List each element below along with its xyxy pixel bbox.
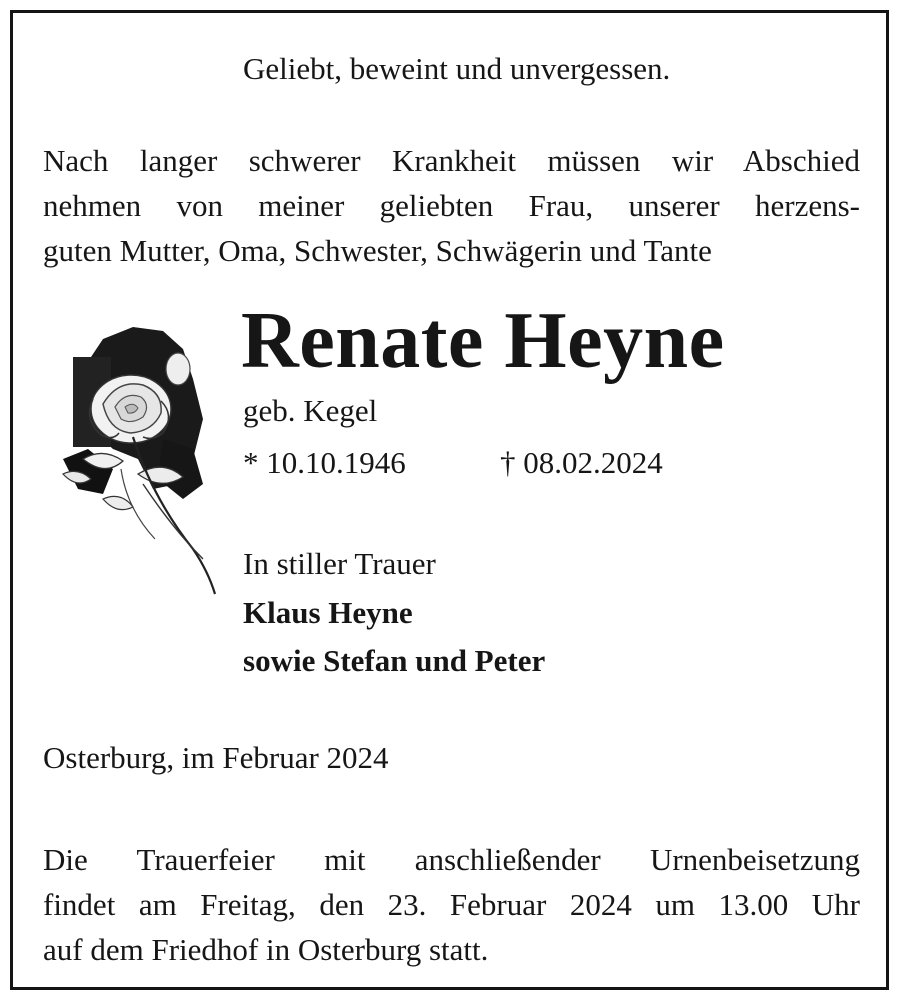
service-info (43, 837, 860, 972)
birth-date: * 10.10.1946 (243, 445, 406, 480)
intro-line: nehmen von meiner geliebten Frau, unserer herzens- (43, 188, 860, 223)
maiden-name: geb. Kegel (243, 393, 378, 428)
intro-text (43, 138, 860, 273)
service-line: findet am Freitag, den 23. Februar 2024 um 13.00 Uhr (43, 887, 860, 922)
intro-line: Nach langer schwerer Krankheit müssen wir Abschied (43, 143, 860, 178)
service-line: auf dem Friedhof in Osterburg statt. (43, 932, 489, 967)
motto: Geliebt, beweint und unvergessen. (243, 51, 671, 86)
death-date: † 08.02.2024 (500, 445, 663, 480)
rose-image (43, 309, 228, 599)
place-date: Osterburg, im Februar 2024 (43, 740, 389, 775)
intro-line: guten Mutter, Oma, Schwester, Schwägerin und Tante (43, 233, 712, 268)
deceased-name: Renate Heyne (241, 297, 725, 385)
service-line: Die Trauerfeier mit anschließender Urnenbeisetzung (43, 842, 860, 877)
obituary-notice (10, 10, 889, 990)
signatory: sowie Stefan und Peter (243, 643, 546, 678)
mourning-label: In stiller Trauer (243, 546, 436, 581)
signatory: Klaus Heyne (243, 595, 413, 630)
